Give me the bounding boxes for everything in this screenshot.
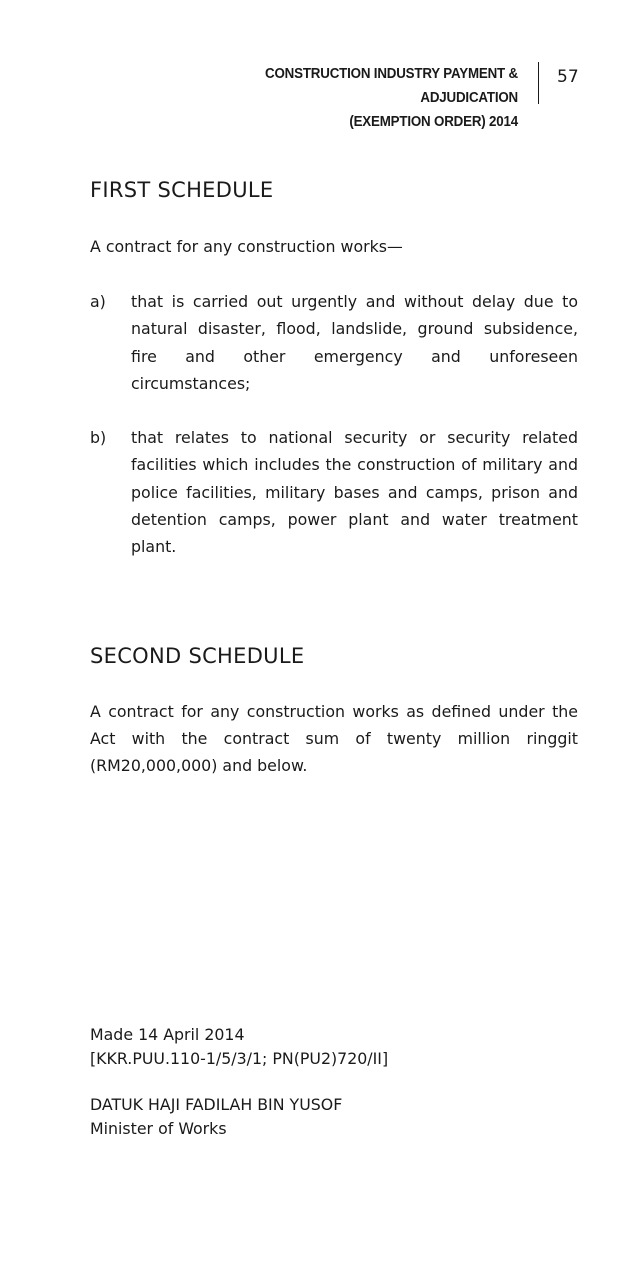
- header-title-line-2: (EXEMPTION ORDER) 2014: [349, 114, 518, 130]
- first-schedule-heading: FIRST SCHEDULE: [90, 178, 274, 202]
- spacer: [90, 1071, 388, 1093]
- item-text: that is carried out urgently and without delay due to natural disaster, flood, landslide, ground subsidence, fire and other emergency and unforeseen circumstances;: [131, 292, 578, 393]
- first-schedule-intro: A contract for any construction works—: [90, 237, 403, 256]
- made-date: Made 14 April 2014: [90, 1025, 245, 1044]
- page-number: 57: [557, 67, 579, 87]
- header-divider: [538, 62, 539, 104]
- second-schedule-heading: SECOND SCHEDULE: [90, 644, 305, 668]
- running-header: [179, 62, 518, 134]
- signoff-block: [90, 1023, 388, 1141]
- reference-number: [KKR.PUU.110-1/5/3/1; PN(PU2)720/II]: [90, 1049, 389, 1068]
- item-marker: b): [90, 428, 107, 447]
- item-marker: a): [90, 292, 106, 311]
- second-schedule-text: A contract for any construction works as defined under the Act with the contract sum of twenty million ringgit (RM20,000,000) and below.: [90, 702, 578, 775]
- header-title-line-1: CONSTRUCTION INDUSTRY PAYMENT & ADJUDICATION: [265, 66, 518, 106]
- signatory-name: DATUK HAJI FADILAH BIN YUSOF: [90, 1095, 343, 1114]
- signatory-title: Minister of Works: [90, 1119, 227, 1138]
- item-text: that relates to national security or security related facilities which includes the construction of military and police facilities, military bases and camps, prison and detention camps, power plant and water treatment plant.: [131, 428, 578, 557]
